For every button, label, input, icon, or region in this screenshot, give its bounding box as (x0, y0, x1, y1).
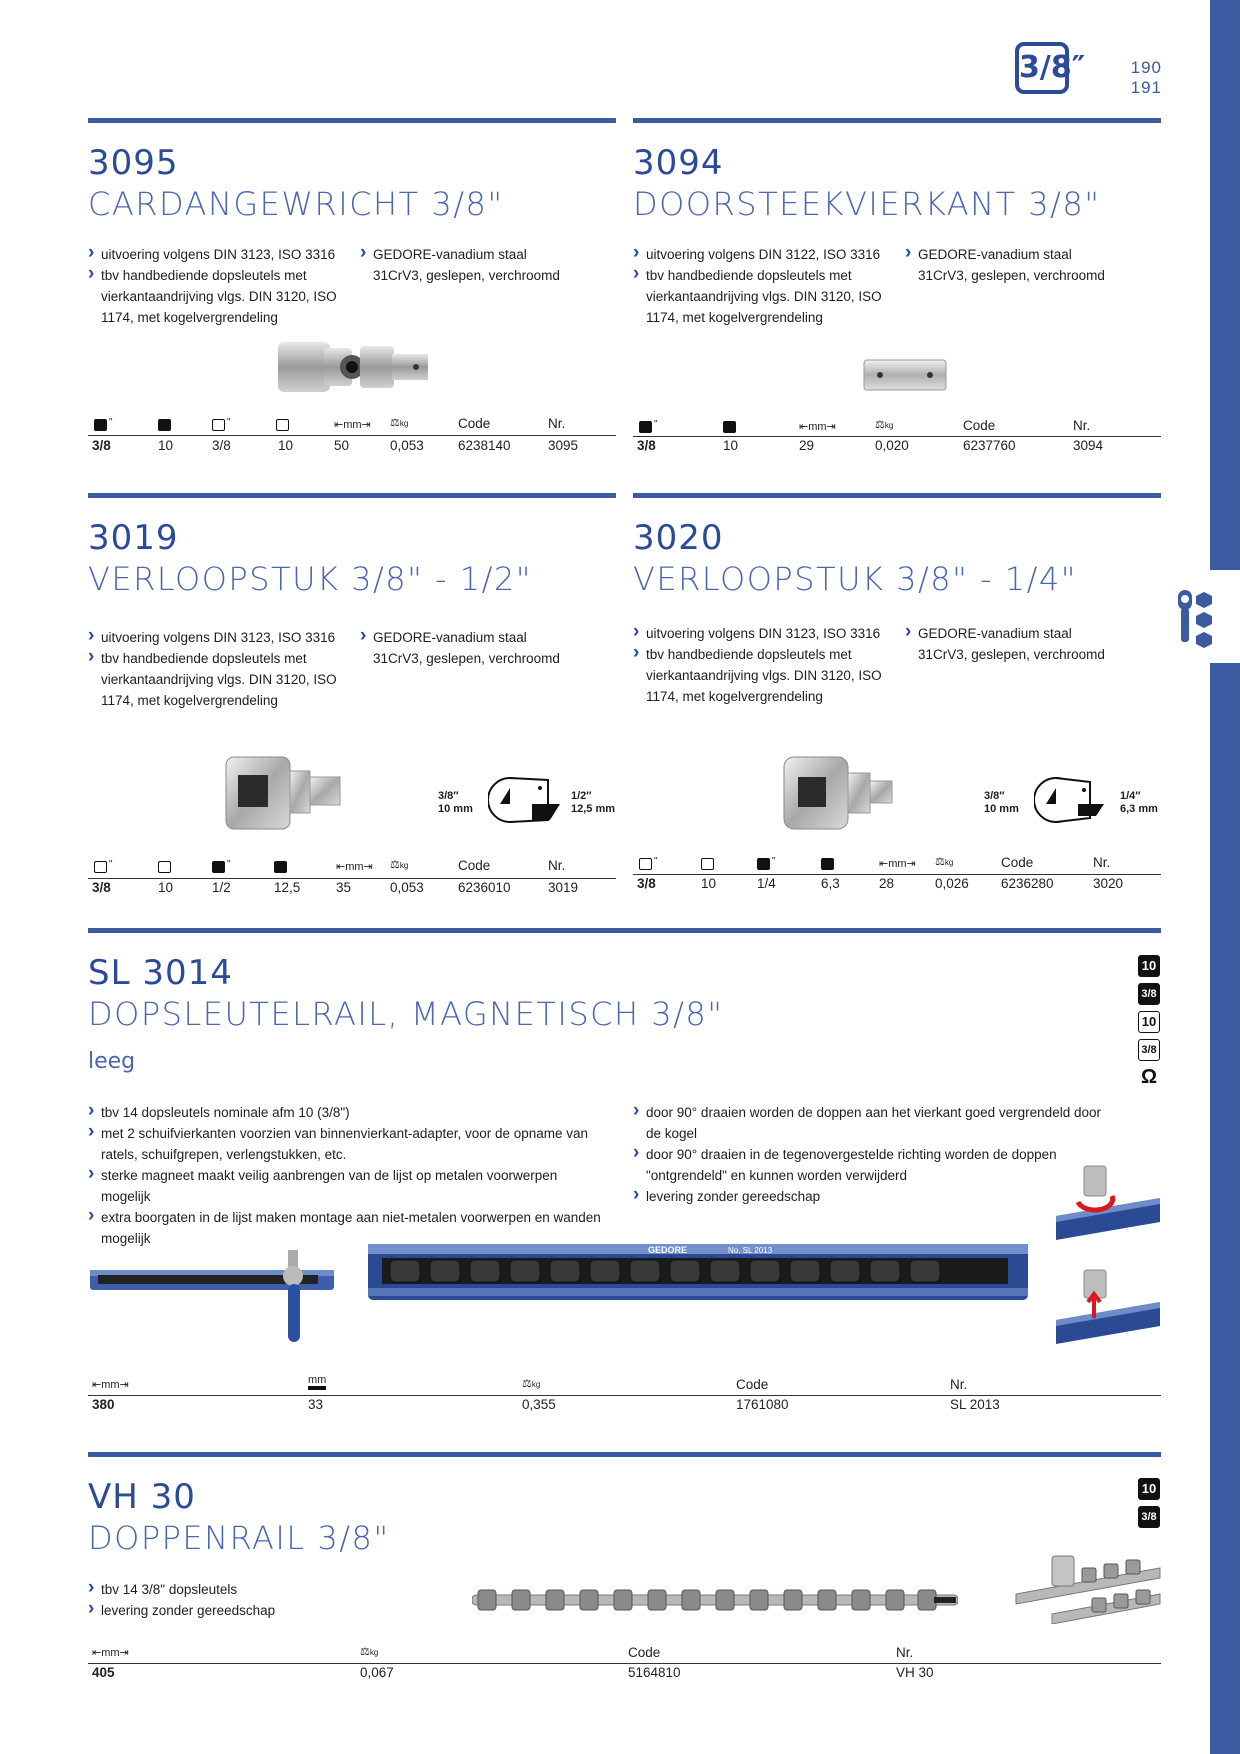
column-header-weight: ⚖kg (390, 417, 409, 429)
drive-size-badge: 3/8″ (1015, 42, 1069, 94)
column-header-nr: Nr. (1073, 418, 1091, 433)
column-header-drive-in-mm (158, 859, 171, 874)
sticker-size: 10 (1138, 1478, 1160, 1500)
cell: 6238140 (458, 438, 511, 453)
column-header-drive: " (639, 419, 658, 434)
column-header-code: Code (458, 416, 491, 431)
column-header-code: Code (1001, 855, 1034, 870)
column-header-length: ⇤mm⇥ (334, 419, 371, 431)
cell: 3/8 (92, 438, 111, 453)
drive-in-label: 3/8″ 10 mm (438, 790, 473, 815)
bullet-list-left (88, 244, 350, 328)
column-header-nr: Nr. (950, 1377, 968, 1392)
square-drive-filled-icon (274, 861, 287, 873)
cell: SL 2013 (950, 1397, 1000, 1412)
svg-text:GEDORE: GEDORE (648, 1245, 688, 1255)
sticker-size-outline: 10 (1138, 1011, 1160, 1033)
product-code: 3095 (88, 143, 179, 183)
cell: 3020 (1093, 876, 1124, 891)
cell: 6236280 (1001, 876, 1054, 891)
bullet-item: › GEDORE-vanadium staal 31CrV3, geslepen, verchroomd (360, 627, 560, 669)
table-rule (88, 1663, 1161, 1664)
cell: 10 (278, 438, 294, 453)
square-drive-outline-icon (158, 861, 171, 873)
column-header-length: ⇤mm⇥ (92, 1379, 129, 1391)
square-drive-outline-icon (94, 861, 107, 873)
cell: 1/4 (757, 876, 776, 891)
product-image-universal-joint (276, 336, 436, 405)
length-arrow-icon: ⇤ (92, 1647, 102, 1659)
product-code: 3020 (633, 518, 724, 558)
length-arrow-icon: ⇤ (879, 858, 889, 870)
spec-table (88, 855, 616, 895)
spec-table (88, 1374, 1161, 1414)
cell: 10 (158, 880, 174, 895)
bullet-item: › door 90° draaien worden de doppen aan het vierkant goed vergrendeld door de kogel (633, 1102, 1103, 1144)
bullet-item: › door 90° draaien in de tegenovergestelde richting worden de doppen "ontgrendeld" en kunnen worden verwijderd (633, 1144, 1103, 1186)
cell: 0,053 (390, 438, 424, 453)
bullet-item: › uitvoering volgens DIN 3122, ISO 3316 (633, 244, 895, 265)
drive-out-label: 1/2″ 12,5 mm (571, 790, 616, 815)
cell: 3095 (548, 438, 579, 453)
product-image-magnetic-rail (368, 1238, 1028, 1305)
bullet-item: › uitvoering volgens DIN 3123, ISO 3316 (88, 244, 350, 265)
bullet-item: › GEDORE-vanadium staal 31CrV3, geslepen, verchroomd (905, 244, 1105, 286)
bullet-item: › GEDORE-vanadium staal 31CrV3, geslepen, verchroomd (360, 244, 560, 286)
cell: 29 (799, 438, 815, 453)
product-name: CARDANGEWRICHT 3/8" (88, 185, 504, 223)
bullet-list-left (633, 623, 895, 707)
square-drive-outline-icon (276, 419, 289, 431)
bullet-list-right (905, 623, 1105, 665)
square-drive-filled-icon (94, 419, 107, 431)
bullet-item: › tbv handbediende dopsleutels met vierkantaandrijving vlgs. DIN 3120, ISO 1174, met kogelvergrendeling (633, 644, 895, 707)
cell: 3094 (1073, 438, 1104, 453)
cell: 3/8 (212, 438, 231, 453)
detail-image-lock (1054, 1160, 1162, 1247)
column-header-drive-in: " (639, 856, 658, 871)
sidebar-stripe-top (1210, 0, 1240, 570)
column-header-drive-out-mm (276, 417, 289, 432)
cell: 0,053 (390, 880, 424, 895)
scale-icon: ⚖ (522, 1378, 532, 1390)
drive-out-label: 1/4″ 6,3 mm (1120, 790, 1158, 815)
column-header-width: mm (308, 1374, 326, 1390)
cell: 10 (723, 438, 739, 453)
sticker-column (1138, 955, 1160, 1089)
product-subtitle: leeg (88, 1049, 136, 1074)
product-name: VERLOOPSTUK 3/8" - 1/2" (88, 560, 532, 598)
square-drive-filled-icon (723, 421, 736, 433)
scale-icon: ⚖ (360, 1646, 370, 1658)
cell: 3/8 (637, 438, 656, 453)
bullet-list-left (633, 244, 895, 328)
bullet-item: › tbv 14 dopsleutels nominale afm 10 (3/8") (88, 1102, 608, 1123)
sticker-size: 10 (1138, 955, 1160, 977)
bullet-item: › met 2 schuifvierkanten voorzien van binnenvierkant-adapter, voor de opname van ratels, schuifgrepen, verlengstukken, etc. (88, 1123, 608, 1165)
section-bar (633, 118, 1161, 123)
spec-table (88, 412, 616, 452)
bullet-item: › tbv handbediende dopsleutels met vierkantaandrijving vlgs. DIN 3120, ISO 1174, met kogelvergrendeling (88, 265, 350, 328)
square-drive-filled-icon (158, 419, 171, 431)
cell: 3/8 (92, 880, 111, 895)
sticker-drive: 3/8 (1138, 983, 1160, 1005)
product-image-adapter (782, 755, 902, 836)
bullet-item: › GEDORE-vanadium staal 31CrV3, geslepen, verchroomd (905, 623, 1105, 665)
cell: 3019 (548, 880, 579, 895)
cell: 10 (701, 876, 717, 891)
table-rule (88, 435, 616, 436)
sidebar-stripe-bottom (1210, 663, 1240, 1754)
spec-table (633, 414, 1161, 454)
cell: 380 (92, 1397, 115, 1412)
column-header-drive-in-mm (701, 856, 714, 871)
length-arrow-icon: ⇤ (92, 1379, 102, 1391)
cell: 1/2 (212, 880, 231, 895)
square-drive-outline-icon (701, 858, 714, 870)
cell: 5164810 (628, 1665, 681, 1680)
cell: 12,5 (274, 880, 301, 895)
square-drive-outline-icon (639, 858, 652, 870)
cell: 6,3 (821, 876, 840, 891)
length-arrow-icon: ⇤ (334, 419, 344, 431)
column-header-length: ⇤mm⇥ (92, 1647, 129, 1659)
product-code: 3094 (633, 143, 724, 183)
section-bar (88, 493, 616, 498)
cell: 0,067 (360, 1665, 394, 1680)
section-bar (88, 928, 1161, 933)
product-image-rail-with-ratchet (88, 1246, 336, 1355)
sticker-column (1138, 1478, 1160, 1528)
magnet-icon: Ω (1140, 1066, 1158, 1088)
bullet-list-left (88, 627, 350, 711)
cell: 35 (336, 880, 352, 895)
square-drive-filled-icon (212, 861, 225, 873)
column-header-code: Code (628, 1645, 661, 1660)
column-header-weight: ⚖kg (935, 856, 954, 868)
sticker-drive-outline: 3/8 (1138, 1039, 1160, 1061)
column-header-weight: ⚖kg (390, 859, 409, 871)
bullet-list-right (905, 244, 1105, 286)
bullet-item: › levering zonder gereedschap (633, 1186, 1103, 1207)
column-header-nr: Nr. (896, 1645, 914, 1660)
bullet-item: › extra boorgaten in de lijst maken montage aan niet-metalen voorwerpen en wanden mogelijk (88, 1207, 608, 1249)
column-header-code: Code (963, 418, 996, 433)
cell: 3/8 (637, 876, 656, 891)
cell: 10 (158, 438, 174, 453)
column-header-length: ⇤mm⇥ (879, 858, 916, 870)
column-header-drive-out-mm (821, 856, 834, 871)
square-drive-filled-icon (639, 421, 652, 433)
cell: 0,020 (875, 438, 909, 453)
product-name: DOORSTEEKVIERKANT 3/8" (633, 185, 1101, 223)
product-name: DOPSLEUTELRAIL, MAGNETISCH 3/8" (88, 995, 724, 1033)
product-name: DOPPENRAIL 3/8" (88, 1519, 390, 1557)
section-bar (88, 1452, 1161, 1457)
column-header-weight: ⚖kg (875, 419, 894, 431)
square-drive-filled-icon (821, 858, 834, 870)
cell: 0,355 (522, 1397, 556, 1412)
product-code: 3019 (88, 518, 179, 558)
product-image-adapter (224, 755, 344, 836)
column-header-nr: Nr. (1093, 855, 1111, 870)
column-header-drive-out: " (212, 859, 231, 874)
bullet-list-left (88, 1102, 608, 1249)
product-code: SL 3014 (88, 953, 233, 993)
table-rule (633, 874, 1161, 875)
column-header-drive-out: " (212, 417, 231, 432)
cell: 28 (879, 876, 895, 891)
bullet-list-right (360, 627, 560, 669)
cell: VH 30 (896, 1665, 934, 1680)
adapter-diagram-icon (1034, 774, 1110, 831)
length-arrow-icon: ⇤ (799, 421, 809, 433)
cell: 50 (334, 438, 350, 453)
bullet-list-right (633, 1102, 1103, 1207)
product-name: VERLOOPSTUK 3/8" - 1/4" (633, 560, 1077, 598)
column-header-length: ⇤mm⇥ (336, 861, 373, 873)
spec-table (633, 852, 1161, 892)
bullet-item: › uitvoering volgens DIN 3123, ISO 3316 (633, 623, 895, 644)
detail-image-socket-rail (1012, 1554, 1162, 1629)
column-header-weight: ⚖kg (522, 1378, 541, 1390)
column-header-drive-in: " (94, 859, 113, 874)
column-header-drive-mm (723, 419, 736, 434)
cell: 6236010 (458, 880, 511, 895)
bullet-list-left (88, 1579, 388, 1621)
table-rule (88, 878, 616, 879)
cell: 0,026 (935, 876, 969, 891)
section-bar (88, 118, 616, 123)
bullet-list-right (360, 244, 560, 286)
bullet-item: › tbv handbediende dopsleutels met vierkantaandrijving vlgs. DIN 3120, ISO 1174, met kogelvergrendeling (88, 648, 350, 711)
product-image-socket-rail (472, 1584, 958, 1621)
scale-icon: ⚖ (390, 417, 400, 429)
square-drive-filled-icon (757, 858, 770, 870)
column-header-nr: Nr. (548, 416, 566, 431)
column-header-drive-out-mm (274, 859, 287, 874)
cell: 33 (308, 1397, 324, 1412)
column-header-code: Code (736, 1377, 769, 1392)
product-image-drive-square (862, 356, 948, 399)
sticker-drive: 3/8 (1138, 1506, 1160, 1528)
cell: 1761080 (736, 1397, 789, 1412)
column-header-drive-out: " (757, 856, 776, 871)
table-rule (88, 1395, 1161, 1396)
drive-in-label: 3/8″ 10 mm (984, 790, 1019, 815)
detail-image-unlock (1054, 1264, 1162, 1351)
column-header-weight: ⚖kg (360, 1646, 379, 1658)
cell: 6237760 (963, 438, 1016, 453)
column-header-drive-in-mm (158, 417, 171, 432)
scale-icon: ⚖ (935, 856, 945, 868)
column-header-nr: Nr. (548, 858, 566, 873)
bullet-item: › tbv 14 3/8" dopsleutels (88, 1579, 388, 1600)
bullet-item: › tbv handbediende dopsleutels met vierkantaandrijving vlgs. DIN 3120, ISO 1174, met kogelvergrendeling (633, 265, 895, 328)
bullet-item: › levering zonder gereedschap (88, 1600, 388, 1621)
square-drive-outline-icon (212, 419, 225, 431)
spec-table (88, 1642, 1161, 1682)
bullet-item: › sterke magneet maakt veilig aanbrengen van de lijst op metalen voorwerpen mogelijk (88, 1165, 608, 1207)
length-arrow-icon: ⇤ (336, 861, 346, 873)
page-numbers: 190 191 (1130, 58, 1162, 97)
section-bar (633, 493, 1161, 498)
scale-icon: ⚖ (390, 859, 400, 871)
table-rule (633, 436, 1161, 437)
adapter-diagram-icon (488, 774, 564, 831)
scale-icon: ⚖ (875, 419, 885, 431)
product-code: VH 30 (88, 1477, 196, 1517)
column-header-code: Code (458, 858, 491, 873)
column-header-drive-in: " (94, 417, 113, 432)
svg-text:No. SL 2013: No. SL 2013 (728, 1246, 773, 1255)
bullet-item: › uitvoering volgens DIN 3123, ISO 3316 (88, 627, 350, 648)
socket-chapter-icon (1176, 588, 1216, 650)
column-header-length: ⇤mm⇥ (799, 421, 836, 433)
cell: 405 (92, 1665, 115, 1680)
